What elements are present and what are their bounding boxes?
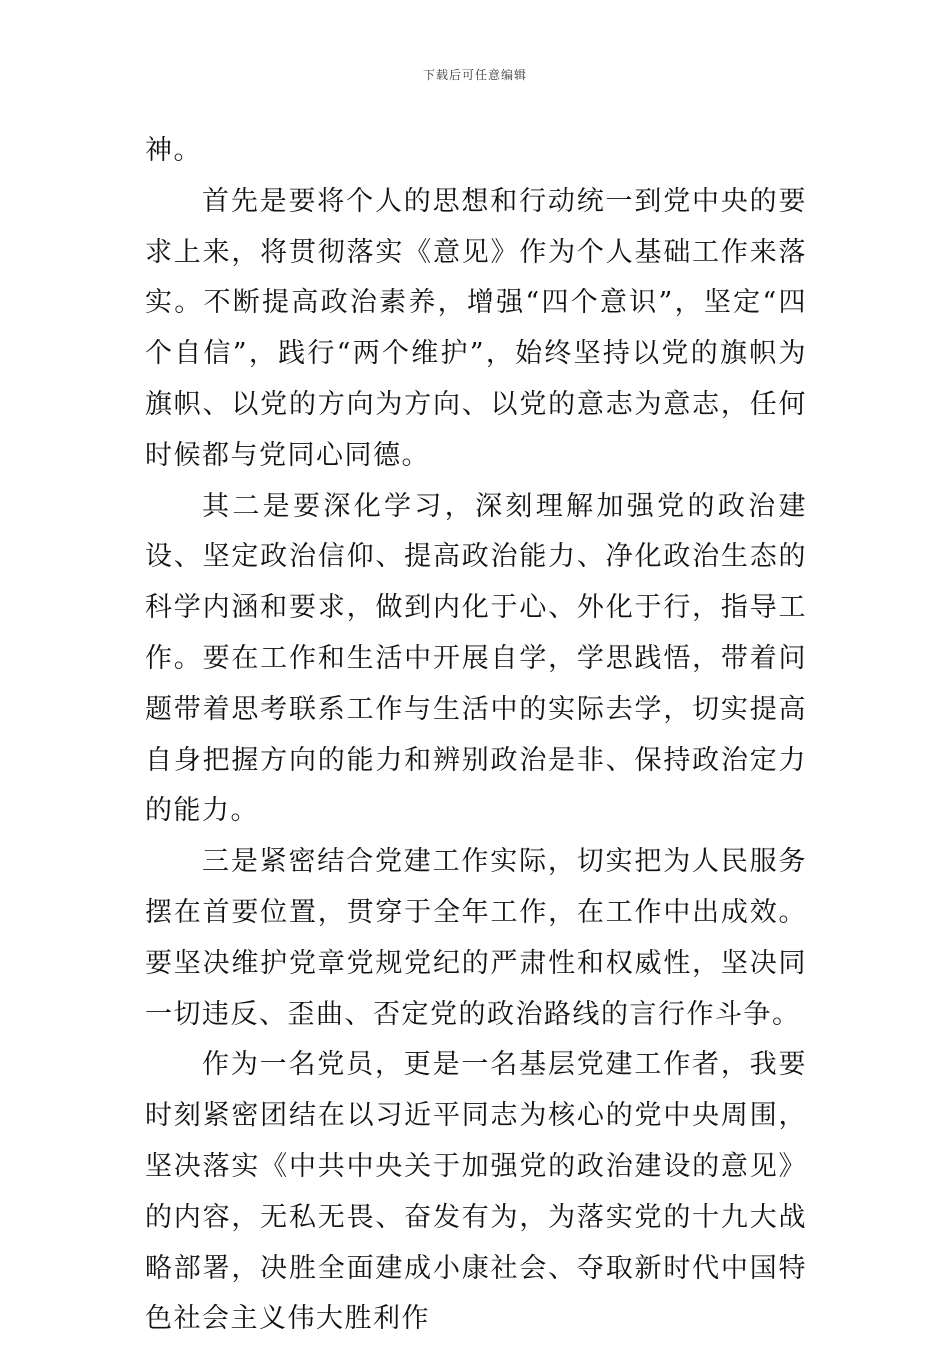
header-note: 下载后可任意编辑: [422, 68, 527, 82]
document-body: [145, 126, 807, 1345]
paragraph-continuation: 神。: [145, 135, 202, 166]
paragraph-conclusion: 作为一名党员，更是一名基层党建工作者，我要时刻紧密团结在以习近平同志为核心的党中央周围，坚决落实《中共中央关于加强党的政治建设的意见》的内容，无私无畏、奋发有为，为落实党的十九大战略部署，决胜全面建成小康社会、夺取新时代中国特色社会主义伟大胜利作: [145, 1049, 807, 1335]
paragraph-third-point: 三是紧密结合党建工作实际，切实把为人民服务摆在首要位置，贯穿于全年工作，在工作中出成效。要坚决维护党章党规党纪的严肃性和权威性，坚决同一切违反、歪曲、否定党的政治路线的言行作斗争。: [145, 846, 807, 1030]
paragraph-first-point: 首先是要将个人的思想和行动统一到党中央的要求上来，将贯彻落实《意见》作为个人基础工作来落实。不断提高政治素养，增强“四个意识”，坚定“四个自信”，践行“两个维护”，始终坚持以党的旗帜为旗帜、以党的方向为方向、以党的意志为意志，任何时候都与党同心同德。: [145, 185, 807, 471]
paragraph-second-point: 其二是要深化学习，深刻理解加强党的政治建设、坚定政治信仰、提高政治能力、净化政治生态的科学内涵和要求，做到内化于心、外化于行，指导工作。要在工作和生活中开展自学，学思践悟，带着问题带着思考联系工作与生活中的实际去学，切实提高自身把握方向的能力和辨别政治是非、保持政治定力的能力。: [145, 490, 807, 827]
